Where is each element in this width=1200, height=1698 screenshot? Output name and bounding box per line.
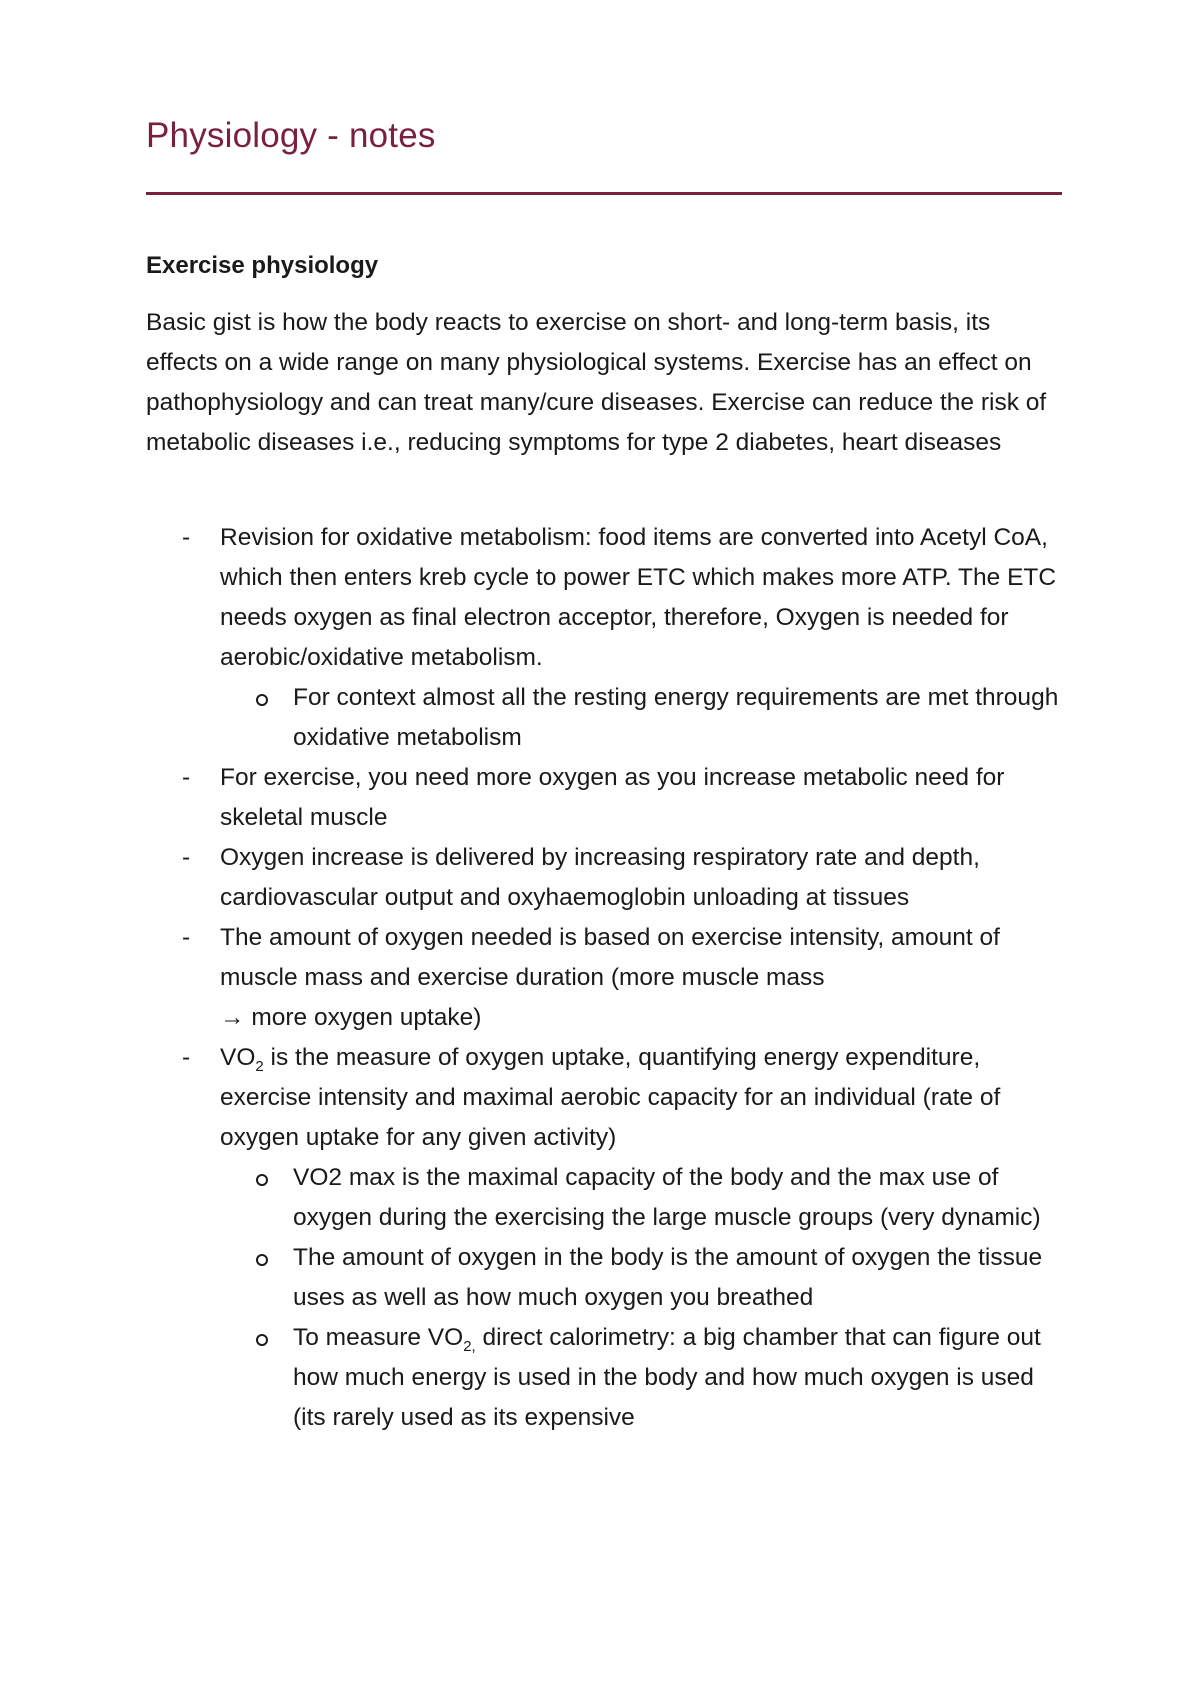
- sub-list-item: [220, 678, 1062, 758]
- dash-bullet-icon: -: [182, 844, 191, 871]
- list-item-text: Revision for oxidative metabolism: food items are converted into Acetyl CoA, which then enters kreb cycle to power ETC which makes more ATP. The ETC needs oxygen as final electron acceptor, therefore, Oxygen is needed for aerobic/oxidative metabolism.: [220, 524, 1057, 671]
- intro-paragraph: Basic gist is how the body reacts to exercise on short- and long-term basis, its effects on a wide range on many physiological systems. Exercise has an effect on pathophysiology and can treat many/cure diseases. Exercise can reduce the risk of metabolic diseases i.e., reducing symptoms for type 2 diabetes, heart diseases: [146, 309, 1047, 456]
- list-item: [146, 518, 1062, 758]
- sub-list-item: [220, 1318, 1062, 1438]
- sub-list-item: [220, 1238, 1062, 1318]
- vo2-prefix: VO: [220, 1044, 256, 1071]
- measure-vo2-subscript: 2,: [463, 1337, 476, 1355]
- list-item-text: is the measure of oxygen uptake, quantifying energy expenditure, exercise intensity and maximal aerobic capacity for an individual (rate of oxygen uptake for any given activity): [220, 1044, 1001, 1151]
- measure-vo2-text: direct calorimetry: a big chamber that can figure out how much energy is used in the body and how much oxygen is used (its rarely used as its expensive: [293, 1324, 1041, 1431]
- hollow-circle-bullet-icon: [256, 1334, 268, 1346]
- list-item-text: The amount of oxygen needed is based on exercise intensity, amount of muscle mass and exercise duration (more muscle mass: [220, 924, 1000, 991]
- document-title: Physiology - notes: [146, 116, 436, 155]
- list-item: [146, 918, 1062, 1038]
- list-item: [146, 1038, 1062, 1438]
- sub-list: [220, 678, 1062, 758]
- list-item: [146, 758, 1062, 838]
- list-item-text-continued: more oxygen uptake): [251, 1004, 482, 1031]
- sub-list-item-text: VO2 max is the maximal capacity of the body and the max use of oxygen during the exercising the large muscle groups (very dynamic): [293, 1164, 1041, 1231]
- hollow-circle-bullet-icon: [256, 694, 268, 706]
- title-underline: [146, 192, 1062, 195]
- sub-list: [220, 1158, 1062, 1438]
- hollow-circle-bullet-icon: [256, 1174, 268, 1186]
- sub-list-item-text: [293, 1324, 1041, 1431]
- dash-bullet-icon: -: [182, 924, 191, 951]
- vo2-subscript: 2: [255, 1057, 264, 1075]
- sub-list-item-text: The amount of oxygen in the body is the amount of oxygen the tissue uses as well as how much oxygen you breathed: [293, 1244, 1043, 1311]
- notes-list: [146, 518, 1062, 1438]
- sub-list-item-text: For context almost all the resting energy requirements are met through oxidative metabolism: [293, 684, 1059, 751]
- dash-bullet-icon: -: [182, 524, 191, 551]
- dash-bullet-icon: -: [182, 1044, 191, 1071]
- vo2-term: [220, 1044, 264, 1075]
- list-item: [146, 838, 1062, 918]
- right-arrow-icon: →: [220, 1004, 245, 1031]
- sub-list-item: [220, 1158, 1062, 1238]
- list-item-text: Oxygen increase is delivered by increasing respiratory rate and depth, cardiovascular output and oxyhaemoglobin unloading at tissues: [220, 844, 980, 911]
- section-heading: Exercise physiology: [146, 252, 379, 279]
- dash-bullet-icon: -: [182, 764, 191, 791]
- measure-vo2-prefix: To measure VO: [293, 1324, 464, 1351]
- hollow-circle-bullet-icon: [256, 1254, 268, 1266]
- list-item-text: For exercise, you need more oxygen as you increase metabolic need for skeletal muscle: [220, 764, 1005, 831]
